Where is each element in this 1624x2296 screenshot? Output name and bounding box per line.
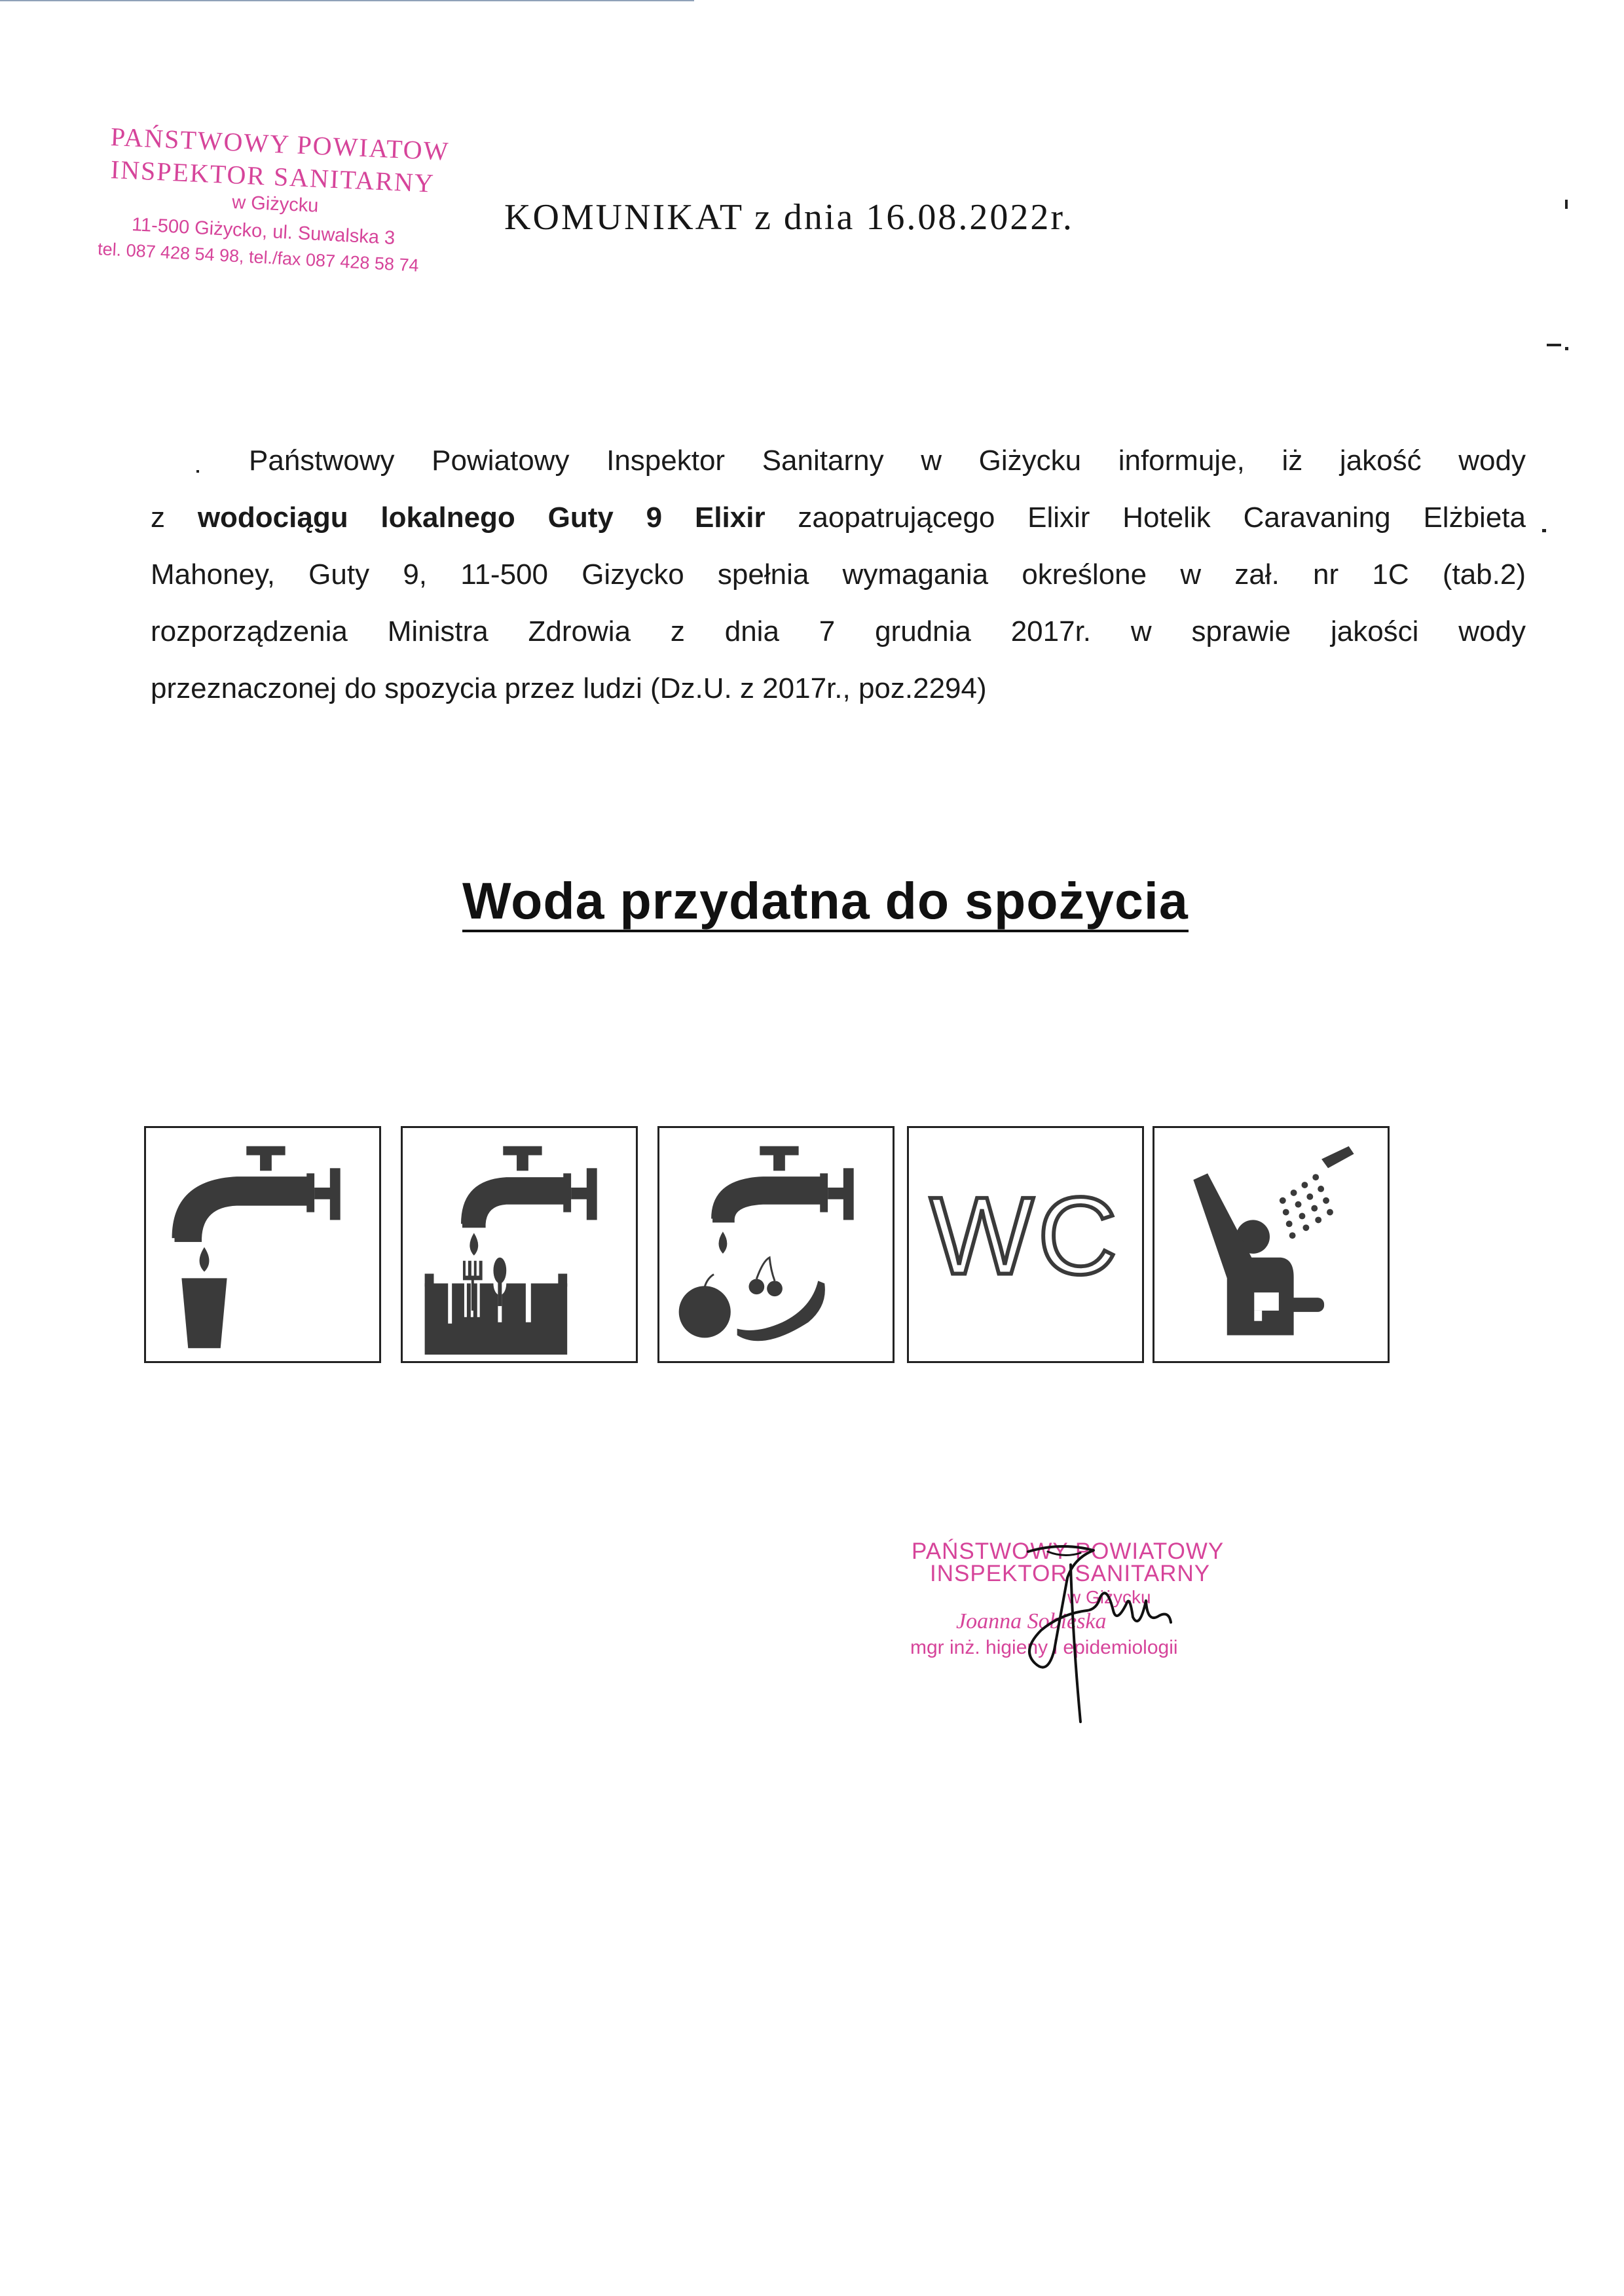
signature-stamp-line-2: INSPEKTOR SANITARNY	[930, 1561, 1211, 1586]
signature-stamp-line-3: w Giżycku	[1067, 1587, 1151, 1607]
header-stamp-line-2: INSPEKTOR SANITARNY	[109, 154, 435, 198]
tap-food-washing-icon	[657, 1126, 895, 1363]
tap-dishes-icon	[401, 1126, 638, 1363]
body-line-2-bold: wodociągu lokalnego Guty 9 Elixir	[197, 501, 766, 534]
pictogram-row	[144, 1126, 1388, 1368]
header-stamp-line-1: PAŃSTWOWY POWIATOW	[109, 121, 451, 166]
wc-icon	[907, 1126, 1144, 1363]
header-stamp-line-3: w Giżycku	[231, 192, 320, 217]
tap-drinking-icon	[144, 1126, 381, 1363]
wc-label: WC	[930, 1174, 1121, 1298]
body-line-2-prefix: z	[151, 501, 165, 534]
header-stamp-line-4: 11-500 Giżycko, ul. Suwalska 3	[131, 214, 396, 249]
handwritten-signature	[1008, 1539, 1205, 1735]
body-line-1: Państwowy Powiatowy Inspektor Sanitarny w Giżycku informuje, iż jakość wody	[249, 445, 1526, 477]
body-line-2-suffix: zaopatrującego Elixir Hotelik Caravaning Elżbieta	[798, 501, 1526, 534]
body-line-4: rozporządzenia Ministra Zdrowia z dnia 7 grudnia 2017r. w sprawie jakości wody	[151, 615, 1526, 647]
shower-icon	[1153, 1126, 1390, 1363]
header-stamp	[98, 115, 491, 285]
body-paragraph	[151, 432, 1526, 717]
body-line-2	[151, 489, 1526, 546]
body-line-5: przeznaczonej do spozycia przez ludzi (Dz.U. z 2017r., poz.2294)	[151, 672, 987, 704]
header-stamp-line-5: tel. 087 428 54 98, tel./fax 087 428 58 74	[97, 239, 420, 276]
document-title: KOMUNIKAT z dnia 16.08.2022r.	[504, 197, 1074, 238]
signature-stamp-title: mgr inż. higieny i epidemiologii	[910, 1637, 1178, 1658]
signature-stamp-line-1: PAŃSTWOWY POWIATOWY	[912, 1539, 1225, 1564]
headline: Woda przydatna do spożycia	[462, 874, 1189, 932]
body-line-3: Mahoney, Guty 9, 11-500 Gizycko spełnia wymagania określone w zał. nr 1C (tab.2)	[151, 558, 1526, 591]
signature-stamp-name: Joanna Sobieska	[956, 1609, 1107, 1633]
